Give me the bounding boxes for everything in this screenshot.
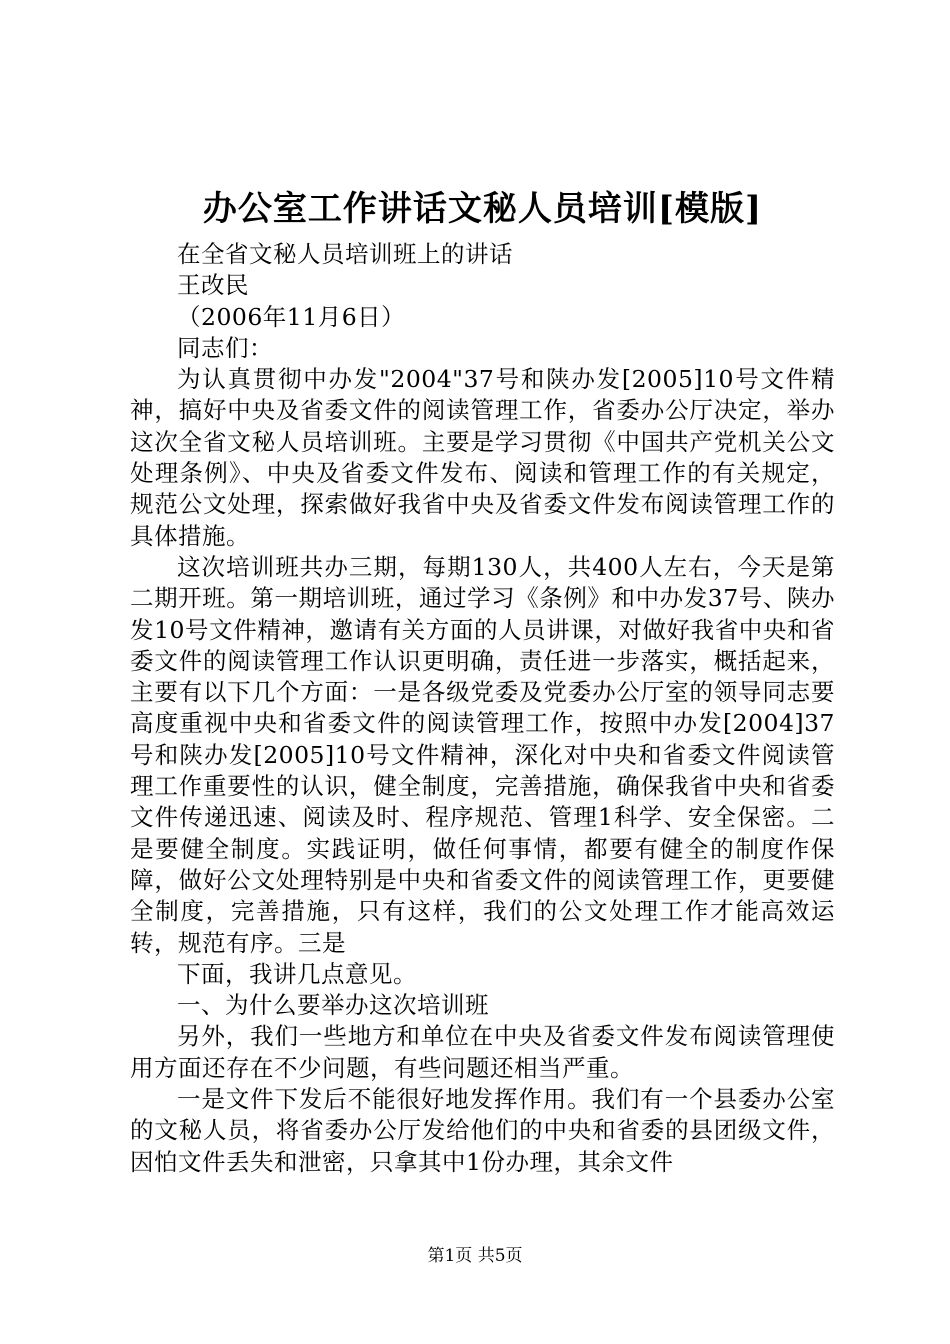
section-heading-1: 一、为什么要举办这次培训班 [177,991,489,1020]
paragraph-3: 下面，我讲几点意见。 [177,959,417,988]
paragraph-4: 另外，我们一些地方和单位在中央及省委文件发布阅读管理使用方面还存在不少问题，有些问题还相当严重。 [130,1022,835,1082]
speaker-name: 王改民 [177,271,249,300]
paragraph-5: 一是文件下发后不能很好地发挥作用。我们有一个县委办公室的文秘人员，将省委办公厅发给他们的中央和省委的县团级文件，因怕文件丢失和泄密，只拿其中1份办理，其余文件 [130,1085,835,1176]
paragraph-1: 为认真贯彻中办发"2004"37号和陕办发[2005]10号文件精神，搞好中央及省委文件的阅读管理工作，省委办公厅决定，举办这次全省文秘人员培训班。主要是学习贯彻《中国共产党机关公文处理条例》、中央及省委文件发布、阅读和管理工作的有关规定，规范公文处理，探索做好我省中央及省委文件发布阅读管理工作的具体措施。 [130,365,835,550]
document-body [130,239,835,1178]
document-page [130,185,835,1178]
document-title: 办公室工作讲话文秘人员培训[模版] [202,189,763,229]
speech-subtitle: 在全省文秘人员培训班上的讲话 [177,240,513,268]
paragraph-2: 这次培训班共办三期，每期130人，共400人左右，今天是第二期开班。第一期培训班，通过学习《条例》和中办发37号、陕办发10号文件精神，邀请有关方面的人员讲课，对做好我省中央和省委文件的阅读管理工作认识更明确，责任进一步落实，概括起来，主要有以下几个方面：一是各级党委及党委办公厅室的领导同志要高度重视中央和省委文件的阅读管理工作，按照中办发[2004]37号和陕办发[2005]10号文件精神，深化对中央和省委文件阅读管理工作重要性的认识，健全制度，完善措施，确保我省中央和省委文件传递迅速、阅读及时、程序规范、管理1科学、安全保密。二是要健全制度。实践证明，做任何事情，都要有健全的制度作保障，做好公文处理特别是中央和省委文件的阅读管理工作，更要健全制度，完善措施，只有这样，我们的公文处理工作才能高效运转，规范有序。三是 [130,552,835,957]
speech-date: （2006年11月6日） [177,302,406,331]
salutation: 同志们： [177,333,273,362]
page-footer: 第1页 共5页 [427,1246,523,1266]
